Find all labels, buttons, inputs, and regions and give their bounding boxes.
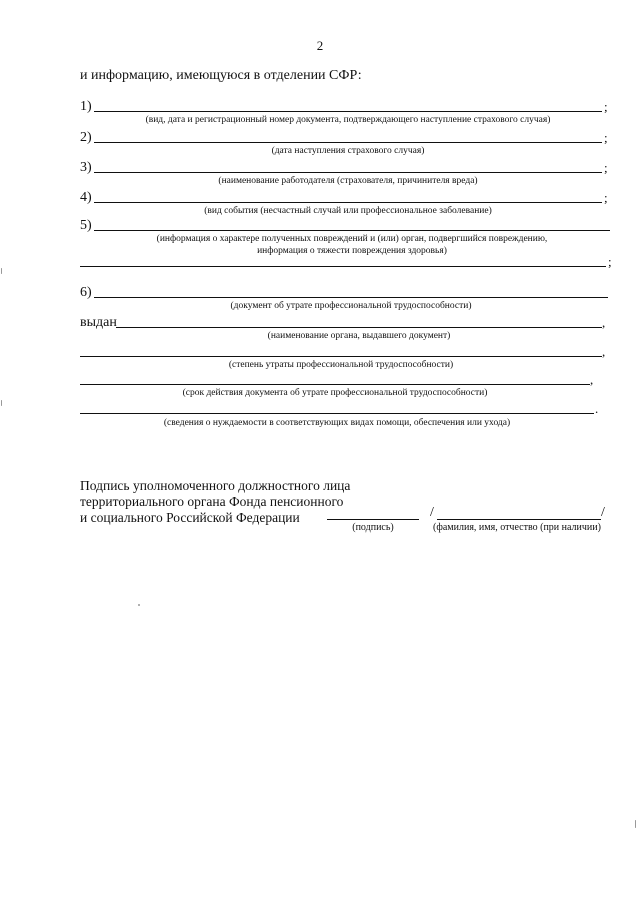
item-1-caption: (вид, дата и регистрационный номер документа, подтверждающего наступление страхового случая) xyxy=(145,115,551,125)
item-4-number: 4) xyxy=(80,190,92,205)
issued-field[interactable] xyxy=(116,327,602,328)
item-5-caption-line-1: (информация о характере полученных повреждений и (или) орган, подвергшийся повреждению, xyxy=(156,234,548,244)
item-4-end: ; xyxy=(604,190,608,205)
item-2-caption: (дата наступления страхового случая) xyxy=(271,146,425,156)
page-number: 2 xyxy=(316,38,324,53)
item-1-number: 1) xyxy=(80,99,92,114)
item-1-end: ; xyxy=(604,99,608,114)
item-4-field[interactable] xyxy=(94,202,602,203)
issued-end: , xyxy=(602,315,606,330)
validity-caption: (срок действия документа об утрате профессиональной трудоспособности) xyxy=(182,388,488,398)
issued-caption: (наименование органа, выдавшего документ) xyxy=(267,331,451,341)
needs-field[interactable] xyxy=(80,413,594,414)
item-3-field[interactable] xyxy=(94,172,602,173)
scan-speck xyxy=(138,604,140,606)
signature-field[interactable] xyxy=(327,519,419,520)
disability-degree-end: , xyxy=(602,344,606,359)
name-caption: (фамилия, имя, отчество (при наличии) xyxy=(433,522,601,533)
item-6-caption: (документ об утрате профессиональной трудоспособности) xyxy=(230,301,472,311)
name-slash-right: / xyxy=(601,505,605,520)
item-5-number: 5) xyxy=(80,218,92,233)
signatory-title-line-2: территориального органа Фонда пенсионного xyxy=(80,494,344,509)
scan-edge-mark xyxy=(1,400,2,406)
validity-end: , xyxy=(590,372,594,387)
item-5-end: ; xyxy=(608,254,612,269)
disability-degree-field[interactable] xyxy=(80,356,602,357)
needs-end: . xyxy=(595,401,599,416)
name-slash-left: / xyxy=(430,505,434,520)
signatory-title xyxy=(80,478,350,526)
intro-text: и информацию, имеющуюся в отделении СФР: xyxy=(80,68,362,83)
item-3-end: ; xyxy=(604,160,608,175)
name-field[interactable] xyxy=(437,519,601,520)
item-2-field[interactable] xyxy=(94,142,602,143)
disability-degree-caption: (степень утраты профессиональной трудоспособности) xyxy=(228,360,454,370)
validity-field[interactable] xyxy=(80,384,590,385)
item-5-field[interactable] xyxy=(94,230,610,231)
item-3-number: 3) xyxy=(80,160,92,175)
item-6-number: 6) xyxy=(80,285,92,300)
scan-edge-mark xyxy=(635,820,636,828)
item-4-caption: (вид события (несчастный случай или профессиональное заболевание) xyxy=(204,206,492,216)
item-5-field-continuation[interactable] xyxy=(80,266,606,267)
item-2-number: 2) xyxy=(80,130,92,145)
item-5-caption-line-2: информация о тяжести повреждения здоровья) xyxy=(257,246,447,256)
item-2-end: ; xyxy=(604,130,608,145)
needs-caption: (сведения о нуждаемости в соответствующих видах помощи, обеспечения или ухода) xyxy=(163,418,511,428)
item-6-field[interactable] xyxy=(94,297,608,298)
signature-caption: (подпись) xyxy=(352,522,394,533)
issued-label: выдан xyxy=(80,315,117,330)
item-1-field[interactable] xyxy=(94,111,602,112)
scan-edge-mark xyxy=(1,268,2,274)
signatory-title-line-3: и социального Российской Федерации xyxy=(80,510,300,525)
item-3-caption: (наименование работодателя (страхователя, причинителя вреда) xyxy=(218,176,478,186)
signatory-title-line-1: Подпись уполномоченного должностного лица xyxy=(80,478,351,493)
